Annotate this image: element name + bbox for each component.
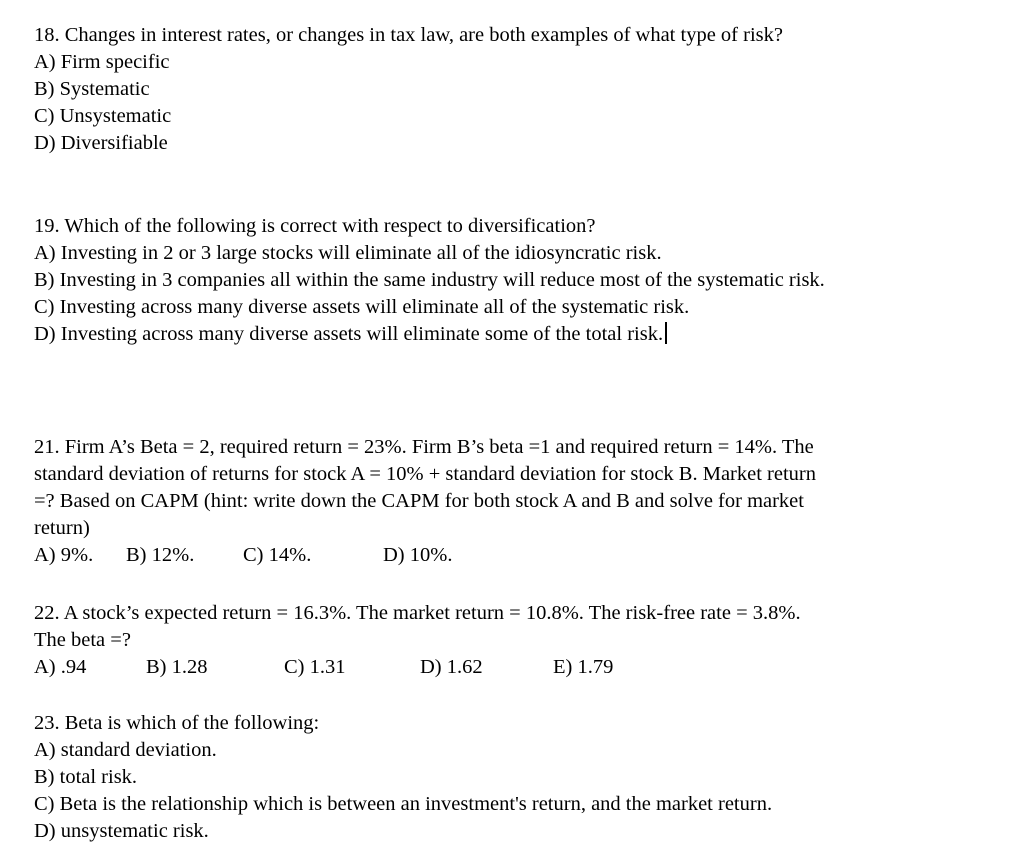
question-23-option-d: D) unsystematic risk. — [34, 820, 209, 842]
question-19 — [34, 213, 994, 348]
question-21 — [34, 434, 994, 569]
question-22-option-c: C) 1.31 — [284, 656, 346, 678]
question-18 — [34, 22, 994, 157]
question-18-option-a: A) Firm specific — [34, 51, 170, 73]
question-23-option-c: C) Beta is the relationship which is between an investment's return, and the market return. — [34, 793, 773, 815]
question-18-stem: 18. Changes in interest rates, or changes in tax law, are both examples of what type of risk? — [34, 24, 783, 46]
question-19-option-d-row — [34, 321, 994, 348]
question-21-option-c: C) 14%. — [243, 544, 312, 566]
question-22-stem-line-1: 22. A stock’s expected return = 16.3%. The market return = 10.8%. The risk-free rate = 3.8%. — [34, 602, 801, 624]
question-22 — [34, 600, 994, 681]
question-22-options — [34, 654, 994, 681]
question-18-option-c: C) Unsystematic — [34, 105, 172, 127]
question-21-stem-line-1: 21. Firm A’s Beta = 2, required return = 23%. Firm B’s beta =1 and required return = 14%. The — [34, 436, 814, 458]
question-19-option-a: A) Investing in 2 or 3 large stocks will eliminate all of the idiosyncratic risk. — [34, 242, 662, 264]
text-cursor — [665, 322, 667, 344]
question-23-option-b: B) total risk. — [34, 766, 138, 788]
question-21-stem-line-4: return) — [34, 517, 90, 539]
question-19-option-d: D) Investing across many diverse assets will eliminate some of the total risk. — [34, 323, 664, 345]
question-23-stem: 23. Beta is which of the following: — [34, 712, 320, 734]
question-23 — [34, 710, 994, 845]
question-18-option-d: D) Diversifiable — [34, 132, 168, 154]
question-19-option-b: B) Investing in 3 companies all within the same industry will reduce most of the systematic risk. — [34, 269, 825, 291]
question-22-option-a: A) .94 — [34, 656, 87, 678]
question-22-option-e: E) 1.79 — [553, 656, 614, 678]
question-22-stem-line-2: The beta =? — [34, 629, 131, 651]
question-22-option-b: B) 1.28 — [146, 656, 208, 678]
question-19-stem: 19. Which of the following is correct with respect to diversification? — [34, 215, 596, 237]
question-23-option-a: A) standard deviation. — [34, 739, 217, 761]
question-21-option-b: B) 12%. — [126, 544, 195, 566]
question-21-option-a: A) 9%. — [34, 544, 94, 566]
question-21-option-d: D) 10%. — [383, 544, 453, 566]
question-21-stem-line-2: standard deviation of returns for stock A = 10% + standard deviation for stock B. Market return — [34, 463, 817, 485]
question-21-stem-line-3: =? Based on CAPM (hint: write down the CAPM for both stock A and B and solve for market — [34, 490, 804, 512]
question-18-option-b: B) Systematic — [34, 78, 150, 100]
question-22-option-d: D) 1.62 — [420, 656, 483, 678]
question-19-option-c: C) Investing across many diverse assets will eliminate all of the systematic risk. — [34, 296, 690, 318]
question-21-options — [34, 542, 994, 569]
